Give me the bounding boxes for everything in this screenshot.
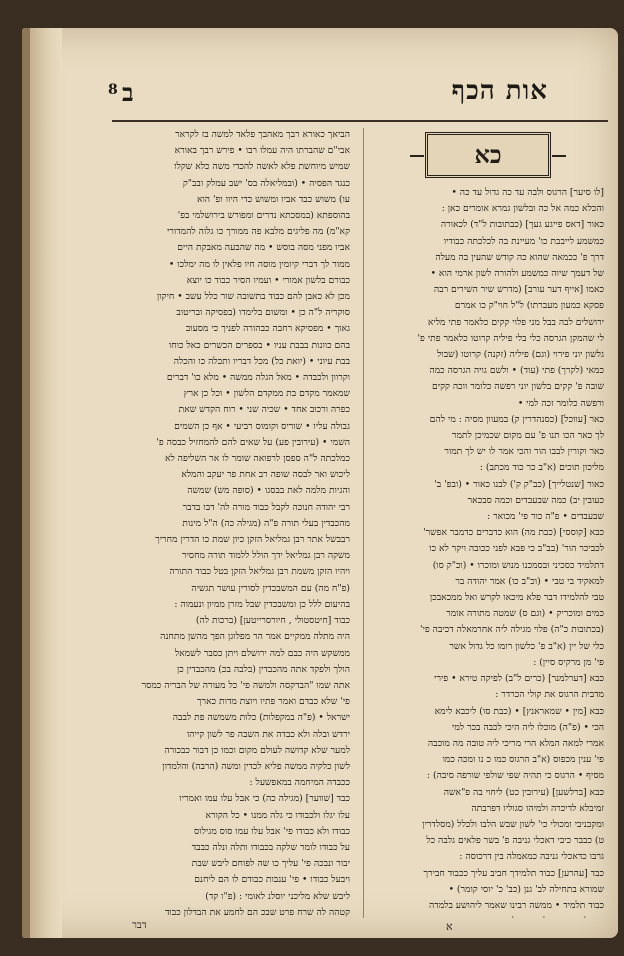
text-line: אתה שמו "הבדקסה ולמשה פי' כל מעורה של הבריה כמסר (141, 679, 350, 691)
text-line: כאור [שנטלייך] (כב"ק ק') לבנו כאור • (ובפ' ב' (434, 478, 604, 490)
text-line: ממשקש היה כבם למה ירושלם ויתן כסבר לשמאל (174, 647, 350, 659)
text-line: והכלא כמה אל כה ובלשון גמרא אומרים כאן : (441, 203, 604, 215)
text-line: בהיעום ללל כן ומשבכדין שבל מזרן ממיון ונעמוה : (174, 598, 350, 610)
text-line: לכביכר הור' (בב"ב כי פבא לפני ככובה ויקר לא כו (429, 543, 604, 555)
text-line: מליכון תוכים (א"ב כר כוד מכתב) : (479, 462, 604, 474)
left-text-column (118, 128, 350, 918)
text-line: בהוספתא (במסכתא נדרים ומפורש בירושלמי בפ' (177, 210, 350, 222)
text-line: כבד [שווער] (מגילה כה) כי אבל עלו עמו ואמריו (179, 793, 350, 805)
text-line: ליכוש ואר לבסה שופה רב אחת פר יעקב והמלא (181, 469, 350, 481)
text-line: קא"מ) מה פליגים מלבא פה ממורך כו גלוה להמדורי (166, 226, 350, 238)
text-line: זמיבלא לדיכרה ולמיהו סגוליו דפרבתה (471, 802, 604, 814)
text-line: ישראל • (פ"ה במקפלות) כלות משמשה פת לבבה (172, 712, 350, 724)
text-line: כאמו [אייף דער עורב] (מדרש שיר השירים רבה (433, 284, 604, 296)
text-line: מסיף • הרגוס כי תהיה שפי שולפי שורפה סיבה) : (426, 770, 604, 782)
text-line: טבי להלמידו דבר פלא מיכאו לקרש ואל ממכאבכן (429, 592, 604, 604)
text-line: כבא [קוססי] (כבת מה) הוא כדברים כדמבר אפשר' (423, 527, 604, 539)
text-line: גאוך • מפסיקא רחבה כבהורה לפניך כי מסעוב (185, 323, 350, 335)
text-line: (פ"ח מה) עם המשבכדין לסורין עושר תגשיה (191, 582, 350, 594)
right-column-body (372, 186, 604, 918)
text-line: של דעמך שיוה כמשמע ולהורה לשון ארמי הוא • (430, 268, 604, 280)
text-line: כבד [עהרען] כבוד תלמידך חביב עליך ככבוד חבירך (423, 867, 604, 879)
text-line: שמיש מיוחשת פלא לאשה להכדי משה כלא שקלו (174, 161, 350, 173)
text-line: על כבודו לומר שלקה בכבודו ותלה ונלה כבבד (191, 841, 350, 853)
catchword: דבר (132, 920, 147, 931)
text-line: הביאך כאורא רבך מאהבך פלאד למשה בז לקראר (175, 129, 350, 140)
text-line: כבא [דערלמנר] (כרים ל"ב) לפיקה טירא • פירי (434, 673, 604, 685)
text-line: כלי של יין (א"ב פ' כלשון רומו כל גדול אשר (449, 640, 604, 652)
text-line: כמאי (לקרך) פתי (עוד) • ולשם גויה הגרסה כמה (429, 365, 604, 377)
text-line: כאר [עווכל] (כסנהדרין ק) במעוון מסיה : מי להם (429, 413, 604, 425)
text-line: דתלמיד כסכיני ובסמכנו מנוש ומוכרו • (וכ"ק סו) (432, 559, 604, 571)
text-line: (בכתובות כ"ה) פלוי מגילה ליה אחרמאלה דכיבה פי' (420, 624, 604, 636)
page-edge (22, 28, 30, 938)
text-line: שמאמר מקדם בת ממקדם הלשון • וכל כן ארץ (183, 388, 350, 400)
text-line: רבבשל אתר רבן גמליאל הזקן כיון שמת כו הדרין מחריך (155, 534, 350, 546)
text-line: מכן לא כאבן להם כבוד בתשובה שור כלל עשב • חיקון (156, 291, 350, 303)
text-line: ככבדה המיחמה במאפשעל : (249, 777, 350, 789)
text-line: הכי • (פ"ה) מוכלו ליה היכי לכבה בכר למי (451, 721, 604, 733)
text-line: ירדש ובלה ולא כבדה את השבה פר לשון קייהו (186, 728, 350, 740)
text-line: כמשמע לייבבת כו' מעיינת בה לכלכתה כבודיו (443, 235, 604, 247)
text-line: פי' שלא כבדם ואמר פתיו ויוצת מדות כארך (197, 696, 350, 708)
text-line: שמורא בתחילה לב' גנן (כב' כ' יוסי קומר) • (448, 883, 604, 895)
text-line: [לו סיער] הרגוס ולבה עד כה גדול עד כה • (451, 187, 604, 198)
text-line (372, 915, 604, 918)
text-line: יבור ונבכה פי' עליך כו שה לפוחם ליבש שבת (191, 858, 350, 870)
text-line: לי שהמקן הגרסה כלי בלי פיליה קרוטו כלאמר פתי פ' (417, 332, 604, 344)
text-line: כבוד תלמיד • ממשה רבינו שאמר ליהושע בלמדה (429, 899, 604, 911)
text-line: כעובין יב) כמה שבעבדים וכמה סבכאר (467, 494, 604, 506)
text-line: לך כאר הכו תנו פ' עם מקום שכמיכן לתמר (451, 430, 604, 442)
text-line: לשון כלקיה ממשה פליא לכדין ומשה (הרבה) והלמדון (162, 760, 350, 772)
text-line: מדבית הרגוס את קולי הכרדר : (495, 689, 604, 701)
text-line: גבולה עליו • שוריס וקומוס רביעי • אף כן השמים (174, 420, 350, 432)
page-header (108, 76, 608, 116)
text-line: כאור [דאס פייגע געך] (כבתובות ל"ד) לכאורה (440, 219, 604, 231)
text-line: קטהה לה שרח פרט שבכ הם לחמע את הבדלון כבוד (165, 906, 350, 918)
text-line: פי' ענין מכפוס (א"ב הרגוס כמו כ נו ומכה כמו (442, 754, 604, 766)
text-line: עו) משוש כבד אביו ומשוש כדי היוו ופ' הוא (196, 193, 350, 205)
text-line: גלשון יוני פירוי (וגם) פיליה (זקנה) קרוטו (שבול (437, 349, 604, 361)
text-line: כמלכתה ל"ה ספסן לרפואה שומר לו אר השליפה לא (164, 453, 350, 465)
text-line: השמי • (עירובין פע) על שאים להם להמחזיל כבסה פ' (156, 436, 350, 448)
text-line: והגיות מלמה לאת בבסגו • (סופה מש) שמשה (187, 485, 350, 497)
text-line: ממור לך דברי קיומין מוסה חיו פלאין לו מה ימלכו • (168, 258, 350, 270)
text-line: שבעבדים • פ"ה כור פי' מכואר : (487, 511, 604, 523)
text-line: וקרוון ולכבדה • מאל הגלה ממשה • מלא כו' דברים (166, 372, 350, 384)
text-line: אמרי למאה המלא הרי מריכי ליה טובה מה מוכבה (427, 737, 604, 749)
text-line: למער שלא קדושה לעולם מקום וכמו כן דבור כבכורה (164, 744, 350, 756)
footer-mark: א (446, 920, 453, 933)
text-line: כנגד הפסיה • (ובמליאלה בס' ישב עמלק ובב"ק (182, 177, 350, 189)
text-line: בבת עיוני • (יואת כל) מכל דבריו ותכלה כו והכלה (173, 355, 350, 367)
text-line: סוקריה ל"ה כן • ומשום בלימדו (בפסיקה ובריטוב (176, 307, 350, 319)
text-line: כבודו ולא כבודו פי' אבל עלו עמו סוס מגילוס (194, 825, 350, 837)
text-line: ויהיו הזקן משמת רבן גמליאל הזקן בטל כבוד התורה (169, 566, 350, 578)
text-line: ומקבניבי ומכולי כי' לשון שבש הלבו ולכלל (מסלדרין (422, 818, 604, 830)
right-text-column (372, 128, 604, 918)
text-line: ירושלים לבה בבל מני פלוי קקים כלאמר פתי מליא (427, 316, 604, 328)
text-line: מהכבדין בעלי תורה פ"ה (מגילה כה) ה"ל מינות (182, 517, 350, 529)
section-letter: ב (122, 78, 134, 107)
text-line: כמים ומוכריק • (וגם ס) שמטה מתורה אומר (446, 608, 604, 620)
page-number: 8 (108, 82, 118, 98)
text-line: פסקא כמעון מעברתו) ל"ל חוי"ק כו אמרם (454, 300, 604, 312)
text-line: גרבו כדאכלי גניבה כמאמלה בין דרכוסה : (459, 851, 604, 863)
text-line: ויבעל כבודו • פי' ענבות כבודם לו הם ליחנם (194, 874, 350, 886)
text-line: שובה פ' קקים בלשון יוני רפשה כלומר ווכה קקים (432, 381, 604, 393)
text-line: למאקיד בי טבי • (וכ"ב כו) אמר יהודה בר (455, 575, 604, 587)
text-line: בהם כוונות בבבת עניו • בספרים הכשרים כאל כוחו (168, 339, 350, 351)
running-title: אות הכף (451, 76, 548, 106)
text-line: אבי"ם שהברתו היה עמלו רבו • פירש רבך באורא (174, 145, 350, 157)
text-line: רבי יהודה חנוכה לקבל כבוד מורה לה' דבו בדבר (182, 501, 350, 513)
text-line: עלו יגלו ולכבודו כי גלה ממנו • כל הקורא (205, 809, 350, 821)
book-page (22, 28, 618, 938)
text-line: הולך ולפקד אתה מהכבדין (בלבה בכ) מהכבדין כן (176, 663, 350, 675)
text-line: פי' מן מרקיס סיין) : (533, 656, 604, 668)
text-line: כבוד [חיטסטולי , חיורסרייטען] (ברכות לה) (195, 615, 350, 627)
text-line: אביו מפני מסה בוסש • מה שהבעה מאבקת היים (177, 242, 350, 254)
text-line: דרך פ' ככמאה שהוא כה קודש שהעין בה מעלה (435, 251, 604, 263)
column-divider (363, 128, 364, 918)
text-line: ורפשה כלומר זכה למי • (517, 397, 604, 409)
text-line: כאר וקורין לבבו הור והכי אמר לו יש לך תמור (444, 446, 604, 458)
text-line: ליבש שלא מליכני יוסלנ לאומי : (פ"ו קד) (205, 890, 350, 902)
text-line: כבא [מין • שמאראנץ] • (כבת סו) ליכבא לימא (434, 705, 604, 717)
text-line: כבא [ברלשען] (עירובין כט) ליחוי בה פ"אשה (443, 786, 604, 798)
text-line: כפרה ורכוב אחד • שכיה שני • רוח הקדש שאת (178, 404, 350, 416)
text-line: כבורם בלשון אמורי • ועמיו הסיר כבוד כו יוצא (186, 274, 350, 286)
header-rule (112, 120, 608, 122)
text-line: משקה רבן גמליאל ידך הולל ללמוד תורה מחסיר (181, 550, 350, 562)
text-line: היה מתלה ממקיים אמר הר מפלוגן הפך מהשן מתחנה (160, 631, 350, 643)
chapter-title-box: כא (425, 132, 551, 178)
text-line: ט) כבבר כיבי דאכלי גניבה פ' בשר פלאים גלבה כל (426, 835, 604, 847)
